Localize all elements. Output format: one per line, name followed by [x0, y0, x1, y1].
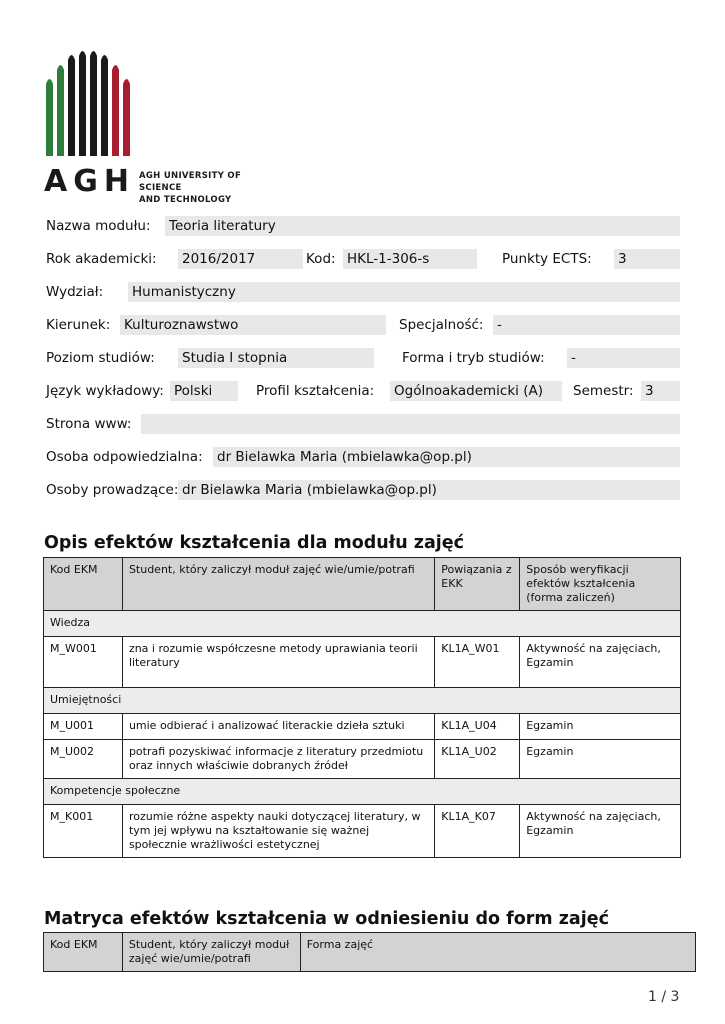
agh-logo-subtitle	[139, 170, 272, 206]
agh-logo-subtitle-line1: AGH UNIVERSITY OF SCIENCE	[139, 171, 242, 193]
cell-kod: M_W001	[44, 637, 123, 688]
cell-sposob: Aktywność na zajęciach, Egzamin	[520, 805, 681, 858]
cell-kod: M_U001	[44, 714, 123, 740]
cell-sposob: Egzamin	[520, 714, 681, 740]
cell-ekk: KL1A_W01	[435, 637, 520, 688]
agh-logo-emblem	[44, 46, 134, 158]
strona-www-label: Strona www:	[46, 416, 132, 432]
section-row	[44, 688, 681, 714]
header-kod-ekm: Kod EKM	[44, 558, 123, 611]
poziom-studiow-value: Studia I stopnia	[178, 348, 374, 368]
section-name: Kompetencje społeczne	[44, 779, 681, 805]
specjalnosc-value: -	[493, 315, 680, 335]
nazwa-modulu-label: Nazwa modułu:	[46, 218, 151, 234]
cell-opis: rozumie różne aspekty nauki dotyczącej literatury, w tym jej wpływu na kształtowanie się ważnej społecznie wrażliwości estetycznej	[122, 805, 434, 858]
cell-opis: potrafi pozyskiwać informacje z literatury przedmiotu oraz innych właściwie dobranych źródeł	[122, 740, 434, 779]
kod-label: Kod:	[306, 251, 336, 267]
forma-tryb-value: -	[567, 348, 680, 368]
logo-bar	[101, 55, 108, 156]
cell-sposob: Egzamin	[520, 740, 681, 779]
cell-ekk: KL1A_U04	[435, 714, 520, 740]
rok-akademicki-value: 2016/2017	[178, 249, 303, 269]
logo-bar	[79, 51, 86, 156]
osoba-odpowiedzialna-value: dr Bielawka Maria (mbielawka@op.pl)	[213, 447, 680, 467]
cell-opis: umie odbierać i analizować literackie dzieła sztuki	[122, 714, 434, 740]
wydzial-label: Wydział:	[46, 284, 104, 300]
agh-logo-subtitle-line2: AND TECHNOLOGY	[139, 195, 232, 205]
agh-logo-wordmark: AGH	[44, 164, 135, 199]
header-sposob: Sposób weryfikacji efektów kształcenia (forma zaliczeń)	[520, 558, 681, 611]
section-name: Umiejętności	[44, 688, 681, 714]
wydzial-value: Humanistyczny	[128, 282, 680, 302]
matrix-table	[43, 932, 696, 972]
logo-bar	[46, 79, 53, 156]
effects-table	[43, 557, 681, 858]
section-row	[44, 611, 681, 637]
profil-value: Ogólnoakademicki (A)	[390, 381, 562, 401]
punkty-ects-value: 3	[614, 249, 680, 269]
section-title-opis-efektow: Opis efektów kształcenia dla modułu zajęć	[44, 533, 465, 553]
matrix-table-header	[44, 933, 696, 972]
osoby-prowadzace-value: dr Bielawka Maria (mbielawka@op.pl)	[178, 480, 680, 500]
jezyk-value: Polski	[170, 381, 238, 401]
table-row	[44, 637, 681, 688]
header-powiazania: Powiązania z EKK	[435, 558, 520, 611]
poziom-studiow-label: Poziom studiów:	[46, 350, 155, 366]
agh-logo	[44, 46, 272, 205]
page-number: 1 / 3	[648, 989, 680, 1005]
semestr-value: 3	[641, 381, 680, 401]
osoby-prowadzace-label: Osoby prowadzące:	[46, 482, 179, 498]
cell-opis: zna i rozumie współczesne metody uprawiania teorii literatury	[122, 637, 434, 688]
forma-tryb-label: Forma i tryb studiów:	[402, 350, 545, 366]
table-row	[44, 805, 681, 858]
section-name: Wiedza	[44, 611, 681, 637]
strona-www-value	[141, 414, 680, 434]
cell-ekk: KL1A_U02	[435, 740, 520, 779]
table-row	[44, 740, 681, 779]
rok-akademicki-label: Rok akademicki:	[46, 251, 157, 267]
table-row	[44, 714, 681, 740]
osoba-odpowiedzialna-label: Osoba odpowiedzialna:	[46, 449, 203, 465]
kierunek-label: Kierunek:	[46, 317, 111, 333]
header-student: Student, który zaliczył moduł zajęć wie/umie/potrafi	[122, 933, 300, 972]
logo-bar	[123, 79, 130, 156]
specjalnosc-label: Specjalność:	[399, 317, 484, 333]
kierunek-value: Kulturoznawstwo	[120, 315, 386, 335]
header-forma-zajec: Forma zajęć	[300, 933, 695, 972]
section-row	[44, 779, 681, 805]
header-kod-ekm: Kod EKM	[44, 933, 123, 972]
nazwa-modulu-value: Teoria literatury	[165, 216, 680, 236]
kod-value: HKL-1-306-s	[343, 249, 477, 269]
section-title-matryca: Matryca efektów kształcenia w odniesieniu do form zajęć	[44, 909, 609, 929]
jezyk-label: Język wykładowy:	[46, 383, 164, 399]
cell-kod: M_U002	[44, 740, 123, 779]
logo-bar	[57, 65, 64, 156]
header-student: Student, który zaliczył moduł zajęć wie/umie/potrafi	[122, 558, 434, 611]
punkty-ects-label: Punkty ECTS:	[502, 251, 592, 267]
profil-label: Profil kształcenia:	[256, 383, 375, 399]
cell-kod: M_K001	[44, 805, 123, 858]
effects-table-header	[44, 558, 681, 611]
logo-bar	[90, 51, 97, 156]
logo-bar	[68, 55, 75, 156]
semestr-label: Semestr:	[573, 383, 634, 399]
cell-ekk: KL1A_K07	[435, 805, 520, 858]
cell-sposob: Aktywność na zajęciach, Egzamin	[520, 637, 681, 688]
logo-bar	[112, 65, 119, 156]
